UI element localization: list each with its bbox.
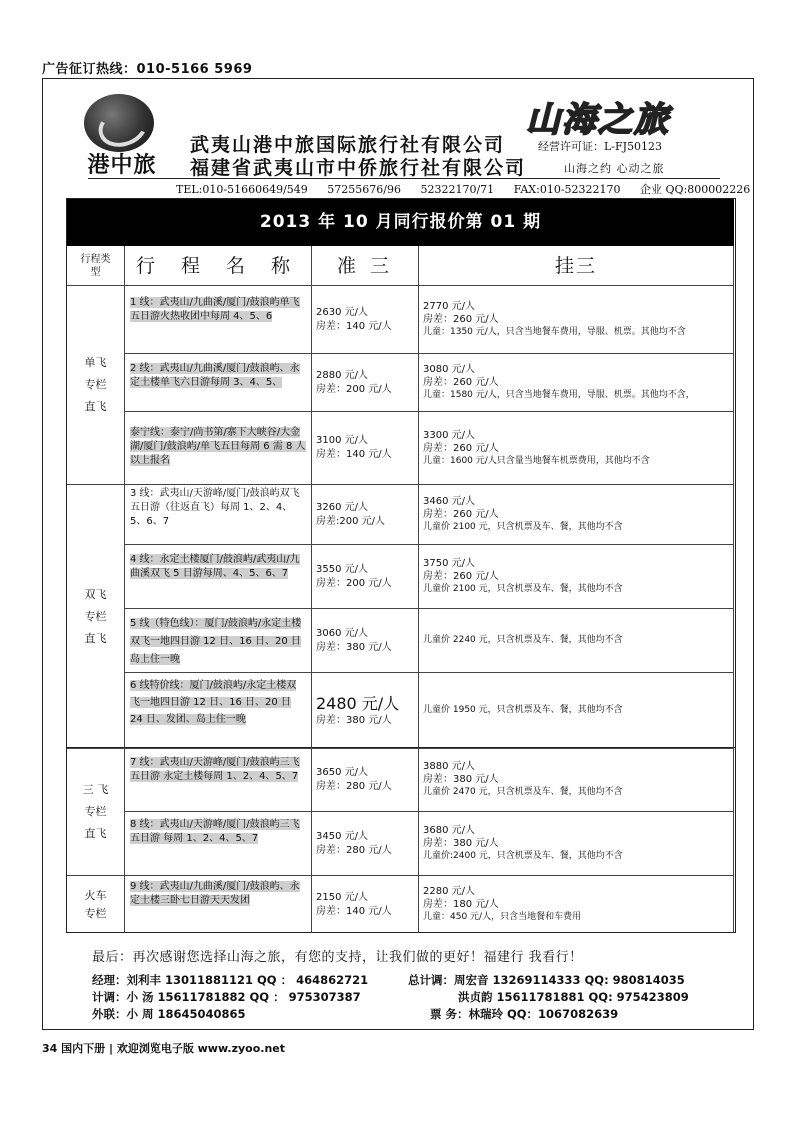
gua-child-note: 儿童价 2240 元，只含机票及车、餐，其他均不含 <box>423 635 623 645</box>
route-text: 1 线：武夷山/九曲溪/厦门/鼓浪屿单飞五日游火热收团中每周 4、5、6 <box>130 297 300 322</box>
zhun-room-diff: 房差：200 元/人 <box>316 577 392 589</box>
contact-tel-3: 52322170/71 <box>420 183 495 196</box>
gua-price-cell <box>419 748 734 812</box>
route-text: 5 线（特色线）：厦门/鼓浪屿/永定土楼双飞一地四日游 12 日、16 日、20 日岛上住一晚 <box>130 618 302 665</box>
category-label: 火车 专栏 <box>84 888 107 920</box>
company-name-2: 福建省武夷山市中侨旅行社有限公司 <box>190 157 527 179</box>
col-header-gua: 挂三 <box>419 246 734 286</box>
zhun-price: 3100 元/人 <box>316 435 368 446</box>
zhun-price-cell <box>312 286 419 354</box>
gua-price-cell <box>419 354 734 412</box>
category-cell <box>67 748 125 876</box>
route-cell <box>125 748 312 812</box>
route-cell <box>125 354 312 412</box>
brand-logo: 山海之旅 <box>526 100 670 140</box>
zhun-price: 3060 元/人 <box>316 627 368 639</box>
gua-room-diff: 房差：380 元/人 <box>423 838 499 849</box>
route-text: 7 线：武夷山/天游峰/厦门/鼓浪屿三飞五日游 永定土楼每周 1、2、4、5、7 <box>130 757 300 782</box>
category-cell <box>67 876 125 933</box>
gua-child-note: 儿童：1600 元/人只含量当地餐车机票费用，其他均不含 <box>423 455 650 466</box>
gua-price: 2280 元/人 <box>423 886 475 897</box>
gua-room-diff: 房差：260 元/人 <box>423 442 499 454</box>
company-name-1: 武夷山港中旅国际旅行社有限公司 <box>190 134 506 156</box>
zhun-room-diff: 房差:200 元/人 <box>316 515 386 527</box>
staff-left: 外联：小 周 18645040865 <box>92 1007 246 1021</box>
zhun-price-cell <box>312 673 419 749</box>
gua-child-note: 儿童价 2470 元，只含机票及车、餐，其他均不含 <box>423 787 623 797</box>
zhun-room-diff: 房差：200 元/人 <box>316 383 392 395</box>
logo-emblem-icon <box>84 94 154 152</box>
gua-price-cell <box>419 286 734 354</box>
gua-price: 2770 元/人 <box>423 301 475 312</box>
gua-child-note: 儿童：450 元/人，只含当地餐和车费用 <box>423 912 582 922</box>
closing-message: 最后：再次感谢您选择山海之旅，有您的支持，让我们做的更好！福建行 我看行！ <box>92 950 583 965</box>
table-title: 2013 年 10 月同行报价第 01 期 <box>67 199 734 246</box>
zhun-price: 2630 元/人 <box>316 306 368 318</box>
zhun-price-cell <box>312 354 419 412</box>
col-header-name: 行 程 名 称 <box>125 246 312 286</box>
contact-tel-2: 57255676/96 <box>327 183 401 196</box>
category-cell <box>67 485 125 749</box>
col-header-type: 行程类型 <box>67 246 125 286</box>
zhun-room-diff: 房差：380 元/人 <box>316 641 392 653</box>
gua-price-cell <box>419 812 734 876</box>
header-divider <box>88 178 720 179</box>
category-label: 单飞 专栏 直飞 <box>84 356 107 413</box>
zhun-room-diff: 房差：380 元/人 <box>316 714 392 726</box>
gua-room-diff: 房差：380 元/人 <box>423 774 499 785</box>
price-table <box>66 198 736 748</box>
gua-price-cell <box>419 545 734 609</box>
zhun-price-cell <box>312 545 419 609</box>
route-cell <box>125 485 312 545</box>
gua-room-diff: 房差：260 元/人 <box>423 571 499 582</box>
gua-child-note: 儿童价:2400 元，只含机票及车、餐，其他均不含 <box>423 851 623 861</box>
zhun-price: 3550 元/人 <box>316 563 368 575</box>
route-cell <box>125 876 312 933</box>
zhun-price-cell <box>312 609 419 673</box>
zhun-price-cell <box>312 485 419 545</box>
contact-fax: FAX:010-52322170 <box>513 183 621 196</box>
zhun-price-cell <box>312 748 419 812</box>
gua-room-diff: 房差：260 元/人 <box>423 377 499 388</box>
category-label: 双飞 专栏 直飞 <box>84 587 107 645</box>
zhun-room-diff: 房差：140 元/人 <box>316 449 392 460</box>
gua-room-diff: 房差：260 元/人 <box>423 314 499 325</box>
zhun-price: 2880 元/人 <box>316 369 368 381</box>
staff-right: 票 务：林瑞玲 QQ：1067082639 <box>430 1007 619 1021</box>
gua-price-cell <box>419 412 734 485</box>
gua-price: 3750 元/人 <box>423 558 475 569</box>
route-cell <box>125 286 312 354</box>
gua-child-note: 儿童价 2100 元，只含机票及车、餐，其他均不含 <box>423 584 623 594</box>
gua-room-diff: 房差：260 元/人 <box>423 509 499 520</box>
gua-child-note: 儿童价 2100 元，只含机票及车、餐，其他均不含 <box>423 522 623 532</box>
contact-qq: 企业 QQ:800002226 <box>640 183 751 196</box>
route-text: 2 线：武夷山/九曲溪/厦门/鼓浪屿、永定土楼单飞六日游每周 3、4、5、 <box>130 363 300 388</box>
gua-price: 3080 元/人 <box>423 364 475 375</box>
gua-price: 3460 元/人 <box>423 496 475 507</box>
gua-price-cell <box>419 673 734 749</box>
staff-right: 洪贞韵 15611781881 QQ: 975423809 <box>458 990 689 1004</box>
zhun-room-diff: 房差：280 元/人 <box>316 844 392 856</box>
zhun-price: 2480 元/人 <box>316 693 400 713</box>
company-logo <box>62 92 182 178</box>
gua-child-note: 儿童：1350 元/人，只含当地餐车费用，导服、机票。其他均不含 <box>423 327 686 337</box>
page-footer: 34 国内下册 | 欢迎浏览电子版 www.zyoo.net <box>42 1042 286 1055</box>
gua-price-cell <box>419 485 734 545</box>
gua-price: 3680 元/人 <box>423 825 475 836</box>
gua-price: 3300 元/人 <box>423 429 475 441</box>
zhun-price-cell <box>312 412 419 485</box>
gua-price-cell <box>419 609 734 673</box>
staff-left: 计调：小 汤 15611781882 QQ ： 975307387 <box>92 990 361 1004</box>
zhun-room-diff: 房差：140 元/人 <box>316 905 392 917</box>
slogan: 山海之约 心动之旅 <box>564 162 665 175</box>
contact-tel: TEL:010-51660649/549 <box>176 183 308 196</box>
logo-text: 港中旅 <box>87 153 157 178</box>
col-header-zhun: 准 三 <box>312 246 419 286</box>
price-table-continued <box>66 748 736 933</box>
zhun-price: 3650 元/人 <box>316 766 368 778</box>
zhun-price-cell <box>312 812 419 876</box>
route-cell <box>125 812 312 876</box>
zhun-price: 2150 元/人 <box>316 891 368 903</box>
route-text: 泰宁线：泰宁/尚书第/寨下大峡谷/大金湖/厦门/鼓浪屿/单飞五日每周 6 需 8 人以上报名 <box>130 427 306 466</box>
route-text: 3 线：武夷山/天游峰/厦门/鼓浪屿双飞五日游（往返直飞）每周 1、2、4、5、6、7 <box>130 488 300 527</box>
zhun-room-diff: 房差：280 元/人 <box>316 780 392 792</box>
zhun-price: 3260 元/人 <box>316 501 368 513</box>
route-cell <box>125 545 312 609</box>
gua-price-cell <box>419 876 734 933</box>
staff-right: 总计调：周宏音 13269114333 QQ: 980814035 <box>408 973 685 987</box>
contact-line <box>176 181 766 197</box>
license-number: 经营许可证：L-FJ50123 <box>538 140 663 153</box>
zhun-room-diff: 房差：140 元/人 <box>316 320 392 332</box>
route-cell <box>125 609 312 673</box>
gua-child-note: 儿童：1580 元/人，只含当地餐车费用，导服、机票。其他均不含， <box>423 390 695 400</box>
staff-left: 经理：刘利丰 13011881121 QQ ： 464862721 <box>92 973 369 987</box>
ad-hotline: 广告征订热线：010-5166 5969 <box>42 62 253 77</box>
gua-room-diff: 房差：180 元/人 <box>423 899 499 910</box>
route-cell <box>125 673 312 749</box>
category-label: 三 飞 专栏 直飞 <box>82 782 109 840</box>
gua-child-note: 儿童价 1950 元，只含机票及车、餐，其他均不含 <box>423 705 623 715</box>
route-text: 9 线：武夷山/九曲溪/厦门/鼓浪屿、永定土楼三卧七日游天天发团 <box>130 881 300 906</box>
route-text: 8 线：武夷山/天游峰/厦门/鼓浪屿三飞五日游 每周 1、2、4、5、7 <box>130 819 300 844</box>
category-cell <box>67 286 125 485</box>
route-cell <box>125 412 312 485</box>
route-text: 4 线：永定土楼厦门/鼓浪屿/武夷山/九曲溪双飞 5 日游每周、4、5、6、7 <box>130 554 300 579</box>
zhun-price: 3450 元/人 <box>316 830 368 842</box>
route-text: 6 线特价线：厦门/鼓浪屿/永定土楼双飞一地四日游 12 日、16 日、20 日 24 日、发团、岛上住一晚 <box>130 680 297 725</box>
gua-price: 3880 元/人 <box>423 761 475 772</box>
zhun-price-cell <box>312 876 419 933</box>
